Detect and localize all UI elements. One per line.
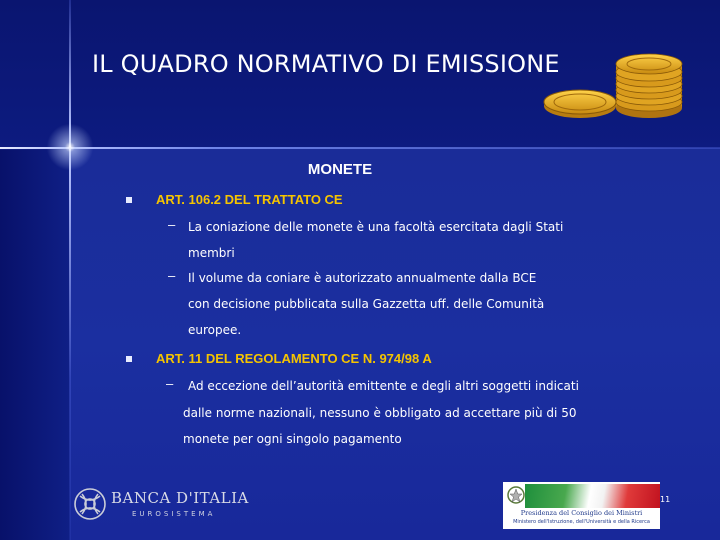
bank-name: BANCA D'ITALIA [111, 489, 249, 507]
dash-marker: – [166, 376, 174, 391]
bank-subtitle: EUROSISTEMA [132, 510, 216, 518]
dash-marker: – [168, 217, 176, 232]
bullet-icon [126, 197, 132, 203]
page-number: 11 [660, 495, 671, 504]
text-line: dalle norme nazionali, nessuno è obbligato ad accettare più di 50 [183, 406, 577, 420]
text-line: europee. [188, 323, 242, 337]
section-title: MONETE [307, 161, 373, 178]
gov-line-2: Ministero dell'Istruzione, dell'Università e della Ricerca [513, 519, 650, 525]
text-line: La coniazione delle monete è una facoltà esercitata dagli Stati [188, 220, 564, 234]
gov-line-1: Presidenza del Consiglio dei Ministri [520, 509, 643, 517]
text-line: monete per ogni singolo pagamento [183, 432, 402, 446]
text-line: Il volume da coniare è autorizzato annualmente dalla BCE [188, 271, 537, 285]
dash-marker: – [168, 268, 176, 283]
horizontal-rule [0, 147, 720, 149]
left-band [0, 150, 70, 540]
section-heading: ART. 11 DEL REGOLAMENTO CE N. 974/98 A [156, 351, 432, 366]
vertical-rule [69, 0, 71, 540]
slide-title: IL QUADRO NORMATIVO DI EMISSIONE [92, 50, 560, 78]
italian-flag-icon [525, 484, 660, 508]
text-line: con decisione pubblicata sulla Gazzetta uff. delle Comunità [188, 297, 545, 311]
coins-icon [540, 44, 690, 124]
text-line: Ad eccezione dell’autorità emittente e degli altri soggetti indicati [188, 379, 579, 393]
emblem-icon [506, 484, 526, 506]
government-logo [503, 482, 660, 529]
section-heading: ART. 106.2 DEL TRATTATO CE [156, 192, 343, 207]
text-line: membri [188, 246, 235, 260]
bullet-icon [126, 356, 132, 362]
